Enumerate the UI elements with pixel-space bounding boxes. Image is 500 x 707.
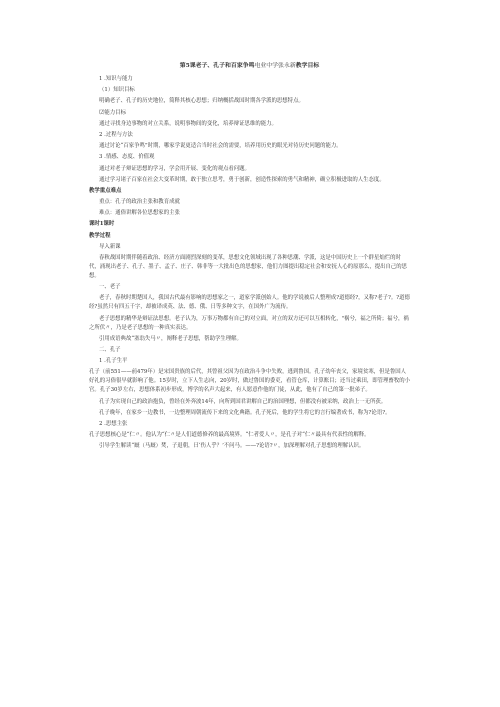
document-lines xyxy=(89,75,410,451)
title-tail: 教学目标 xyxy=(295,62,320,69)
paragraph: 通过寻找身边事物的对立关系，说明事物间的变化，培养辩证思维的能力。 xyxy=(99,120,277,127)
paragraph: 2 .思想主张 xyxy=(99,420,128,427)
paragraph: 通过讨论“百家争鸣”时期，哪家学说更适合当时社会的需要，培养用历史的眼光对待历史问题的能力。 xyxy=(99,143,342,150)
paragraph: 二、孔子 xyxy=(99,346,121,353)
paragraph: 老子思想的精华是辩证法思想。老子认为，万事万物都有自己的对立面，对立的双方还可以互相转化，"祸兮，福之所倚；福兮，祸之所伏〃，乃是老子思想的一种真实表达。 xyxy=(89,315,409,331)
page-title xyxy=(89,61,410,71)
title-author: 电业中学张永新 xyxy=(254,63,296,69)
document-body xyxy=(89,61,410,453)
paragraph: 1 .知识与能力 xyxy=(99,76,133,82)
paragraph: 老子，春秋时期楚国人，我国古代最有影响的思想家之一，道家学派创始人。他的学说被后人整理成?道德经?，又称?老子?。?道德经?虽然只有四五千字，却被译成英、法、德、俄、日等多种文字，在国外广为流传。 xyxy=(89,295,410,311)
paragraph: 2 .过程与方法 xyxy=(99,131,133,138)
paragraph: 明确老子、孔子的历史地位，简释其核心思想；归纳概括战国时期各学派的思想特点。 xyxy=(99,98,304,105)
paragraph: 重点：孔子的政治主张和教育成就 xyxy=(99,199,180,206)
paragraph: 难点：通俗讲解各位思想家的主张 xyxy=(99,210,180,217)
paragraph: 孔子晚年，在家乡一边教书，一边整理周朝流传下来的文化典籍。孔子死后，他的学生将它的言行编著成书，称为?论语?。 xyxy=(99,409,391,416)
section-heading: 教学过程 xyxy=(89,232,111,239)
section-heading: 教学重点难点 xyxy=(89,187,122,194)
paragraph: 1 .孔子生平 xyxy=(99,358,128,365)
section-heading: 课时1课时 xyxy=(89,221,115,228)
paragraph: ⑵能力目标 xyxy=(99,109,126,116)
paragraph: 一、老子 xyxy=(99,284,121,291)
paragraph: 孔子为实现自己的政治抱负，曾经在外奔波14年，向所到国君讲解自己的治国理想，但都没有被采纳，政治上一无所获。 xyxy=(99,398,387,405)
paragraph: （1）知识目标 xyxy=(99,87,135,94)
paragraph: 孔子思想核心是“仁〃。他认为“仁〃是人们道德修养的最高境界。“仁者爱人〃，是孔子对“仁〃最具有代表性的解释。 xyxy=(89,432,370,439)
paragraph: 引用成语典故“塞翁失马〃，阐释老子思想，帮助学生理解。 xyxy=(99,335,242,342)
paragraph: 引导学生解读“厩（马厩）焚，子退朝，曰‘伤人乎？’不问马。——?论语?〃，加深理解对孔子思想的理解认识。 xyxy=(99,443,365,450)
paragraph: 导入新课 xyxy=(99,243,121,250)
paragraph: 春秋战国时期伴随着政治、经济方面剧烈深刻的变革，思想文化领域出现了各种思潮、学派，这是中国历史上一个群星灿烂的时代，涌现出老子、孔子、墨子、孟子、庄子、韩非等一大批出色的思想家，他们力图提出稳定社会和安抚人心的原那么，提出自己的思想。 xyxy=(89,255,408,279)
paragraph: 通过对老子辩证思想的学习，学会用开展、变化的观点看问题。 xyxy=(99,165,250,172)
paragraph: 3 .情感、态度、价值观 xyxy=(99,154,155,161)
paragraph: 孔子（前551——前479年）是宋国贵族的后代，其曾祖父因为在政治斗争中失败，逃到鲁国。孔子幼年丧父，家境贫寒，但是鲁国人好礼的习俗很早就影响了他。15岁时，立下人生志向，20岁时，做过鲁国的委吏，看管仓库，计算账目；还当过乘田，即管理畜牧的小官。孔子30岁左右，思想体系初步形成，博学的名声大起来，有人愿意作他的门徒，从此，他有了自己的第一批弟子。 xyxy=(89,369,410,394)
paragraph: 通过学习诸子百家在社会大变革时期，敢于独立思考，勇于创新，创造性探索的勇气和精神，确立积极进取的人生态度。 xyxy=(99,176,385,183)
title-main: 第5课老子、孔子和百家争鸣 xyxy=(179,62,255,69)
